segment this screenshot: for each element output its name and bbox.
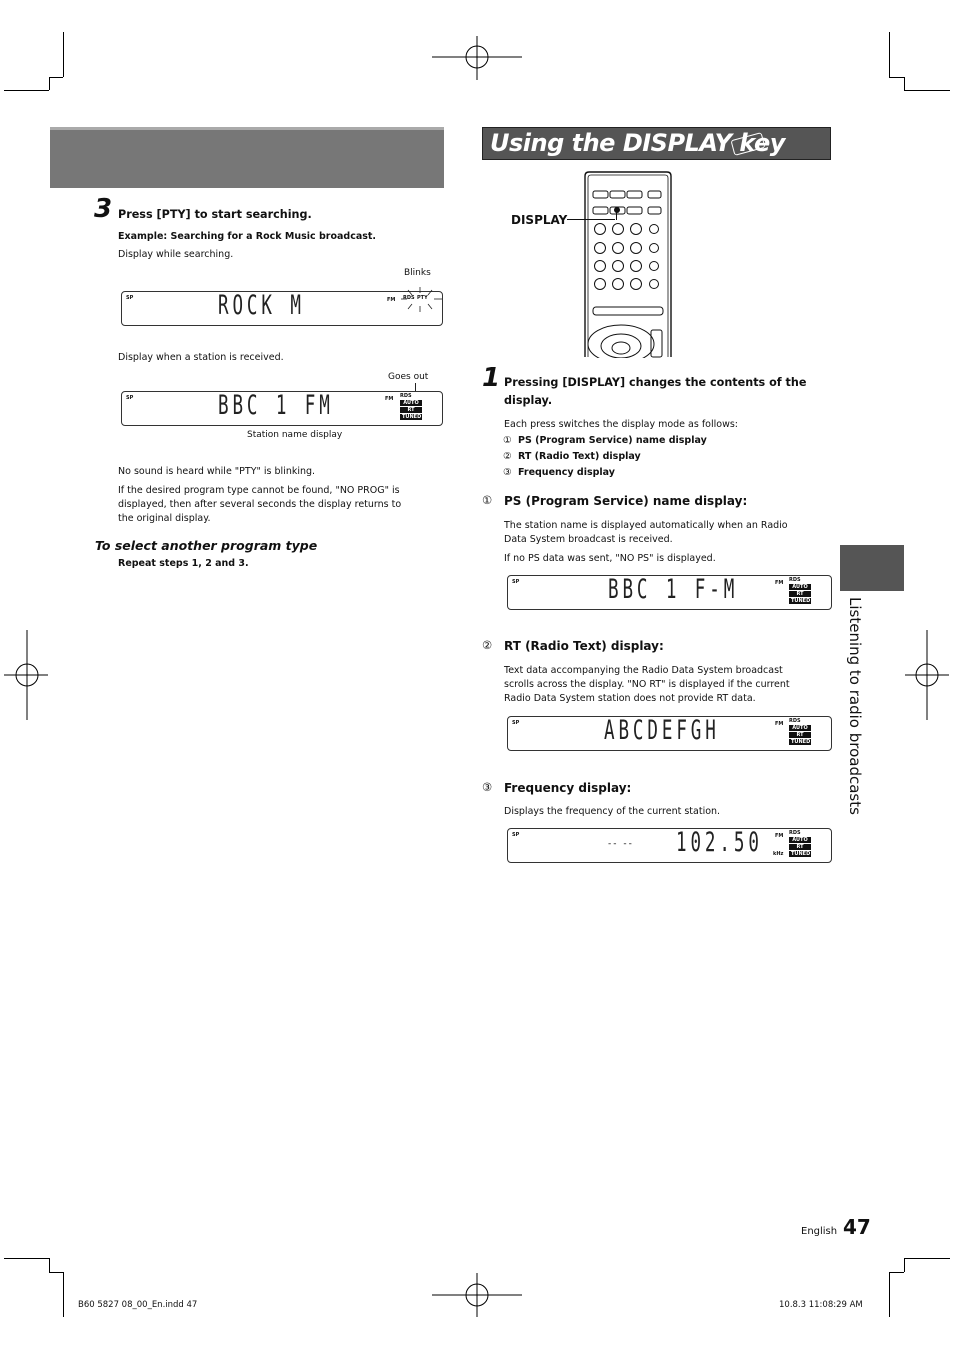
lcd-freq-dashes: -- -- bbox=[608, 839, 634, 849]
khz-indicator: kHz bbox=[773, 851, 784, 857]
note-no-prog-1: If the desired program type cannot be found, "NO PROG" is bbox=[118, 485, 400, 496]
chapter-side-label: Listening to radio broadcasts bbox=[846, 597, 864, 815]
section1-line2: Data System broadcast is received. bbox=[504, 534, 673, 545]
lcd-ps-name bbox=[507, 575, 832, 610]
left-header-bar bbox=[50, 127, 444, 188]
fm-indicator: FM bbox=[775, 580, 784, 586]
example-text: Example: Searching for a Rock Music broadcast. bbox=[118, 231, 377, 242]
note-no-prog-3: the original display. bbox=[118, 513, 211, 524]
footer-language: English bbox=[801, 1226, 838, 1237]
display-key-pointer bbox=[567, 219, 615, 220]
step-number-3: 3 bbox=[94, 194, 113, 224]
mode-list-1-num: ① bbox=[503, 435, 512, 446]
display-key-pointer-v bbox=[616, 209, 617, 220]
tuned-indicator: TUNED bbox=[791, 598, 811, 604]
lcd-freq-indicators bbox=[789, 830, 811, 857]
lcd-searching bbox=[121, 291, 443, 326]
sp-indicator: SP bbox=[126, 295, 134, 301]
rt-indicator: RT bbox=[789, 732, 811, 738]
step-number-1: 1 bbox=[482, 363, 501, 393]
section3-line1: Displays the frequency of the current station. bbox=[504, 806, 721, 817]
mode-list-2: RT (Radio Text) display bbox=[518, 451, 641, 462]
rt-indicator: RT bbox=[789, 591, 811, 597]
lcd-rt-text: ABCDEFGH bbox=[604, 715, 720, 746]
pty-indicator-blinking: PTY bbox=[417, 295, 428, 301]
mode-list-3-num: ③ bbox=[503, 467, 512, 478]
section3-heading: Frequency display: bbox=[504, 781, 632, 795]
fm-indicator: FM bbox=[387, 297, 396, 303]
sp-indicator: SP bbox=[512, 720, 520, 726]
sp-indicator: SP bbox=[126, 395, 134, 401]
lcd-received-text: BBC 1 FM bbox=[218, 390, 334, 421]
page-number: 47 bbox=[843, 1215, 871, 1239]
blink-rays-icon bbox=[398, 284, 444, 314]
blinks-label: Blinks bbox=[404, 268, 431, 278]
section3-num: ③ bbox=[482, 781, 493, 794]
lcd-ps-text: BBC 1 F-M bbox=[608, 574, 739, 605]
section1-line1: The station name is displayed automatically when an Radio bbox=[504, 520, 788, 531]
subheading-select-program-type: To select another program type bbox=[95, 538, 318, 553]
note-pty-blinking: No sound is heard while "PTY" is blinking. bbox=[118, 466, 316, 477]
fm-indicator: FM bbox=[775, 721, 784, 727]
step-title-line2: display. bbox=[504, 394, 553, 407]
goes-out-label: Goes out bbox=[388, 372, 429, 382]
registration-mark-top bbox=[432, 36, 522, 80]
section2-heading: RT (Radio Text) display: bbox=[504, 639, 664, 653]
lcd-searching-text: ROCK M bbox=[218, 290, 305, 321]
sp-indicator: SP bbox=[512, 832, 520, 838]
lcd-ps-indicators bbox=[789, 577, 811, 604]
section1-heading: PS (Program Service) name display: bbox=[504, 494, 748, 508]
section2-num: ② bbox=[482, 639, 493, 652]
auto-indicator: AUTO bbox=[789, 837, 811, 843]
rt-indicator: RT bbox=[789, 844, 811, 850]
chapter-tab bbox=[840, 545, 904, 591]
rds-indicator: RDS bbox=[789, 830, 801, 836]
tuned-indicator: TUNED bbox=[791, 851, 811, 857]
rds-indicator: RDS bbox=[403, 295, 415, 301]
section2-line3: Radio Data System station does not provide RT data. bbox=[504, 693, 756, 704]
display-searching-label: Display while searching. bbox=[118, 249, 234, 260]
each-press-text: Each press switches the display mode as follows: bbox=[504, 419, 739, 430]
section-title: Using the DISPLAY key bbox=[490, 129, 785, 157]
section1-line3: If no PS data was sent, "NO PS" is displayed. bbox=[504, 553, 716, 564]
mode-list-2-num: ② bbox=[503, 451, 512, 462]
sp-indicator: SP bbox=[512, 579, 520, 585]
rds-indicator: RDS bbox=[789, 718, 801, 724]
mode-list-1: PS (Program Service) name display bbox=[518, 435, 707, 446]
section2-line1: Text data accompanying the Radio Data System broadcast bbox=[504, 665, 783, 676]
lcd-freq-text: 102.50 bbox=[676, 827, 763, 858]
display-key-label: DISPLAY bbox=[511, 213, 568, 227]
step-title: Press [PTY] to start searching. bbox=[118, 208, 312, 221]
fm-indicator: FM bbox=[775, 833, 784, 839]
rds-indicator: RDS bbox=[789, 577, 801, 583]
auto-indicator: AUTO bbox=[789, 725, 811, 731]
tuned-indicator: TUNED bbox=[791, 739, 811, 745]
lcd-radio-text bbox=[507, 716, 832, 751]
note-no-prog-2: displayed, then after several seconds the display returns to bbox=[118, 499, 402, 510]
display-received-label: Display when a station is received. bbox=[118, 352, 284, 363]
step-title-line1: Pressing [DISPLAY] changes the contents of the bbox=[504, 376, 807, 389]
lcd-received bbox=[121, 391, 443, 426]
section1-num: ① bbox=[482, 494, 493, 507]
auto-indicator: AUTO bbox=[400, 400, 422, 406]
footer-timestamp: 10.8.3 11:08:29 AM bbox=[779, 1300, 863, 1310]
registration-mark-left bbox=[4, 630, 48, 720]
rt-indicator: RT bbox=[400, 407, 422, 413]
tuned-indicator: TUNED bbox=[402, 414, 422, 420]
lcd-rt-indicators bbox=[789, 718, 811, 745]
station-name-caption: Station name display bbox=[247, 430, 343, 440]
registration-mark-right bbox=[905, 630, 949, 720]
auto-indicator: AUTO bbox=[789, 584, 811, 590]
fm-indicator: FM bbox=[385, 396, 394, 402]
section2-line2: scrolls across the display. "NO RT" is displayed if the current bbox=[504, 679, 790, 690]
remote-control bbox=[583, 170, 673, 358]
registration-mark-bottom bbox=[432, 1273, 522, 1317]
lcd-received-indicators bbox=[400, 393, 422, 420]
mode-list-3: Frequency display bbox=[518, 467, 615, 478]
repeat-steps: Repeat steps 1, 2 and 3. bbox=[118, 558, 249, 569]
section-title-bar bbox=[482, 127, 831, 160]
rds-indicator: RDS bbox=[400, 393, 412, 399]
lcd-frequency bbox=[507, 828, 832, 863]
footer-filename: B60 5827 08_00_En.indd 47 bbox=[78, 1300, 198, 1310]
